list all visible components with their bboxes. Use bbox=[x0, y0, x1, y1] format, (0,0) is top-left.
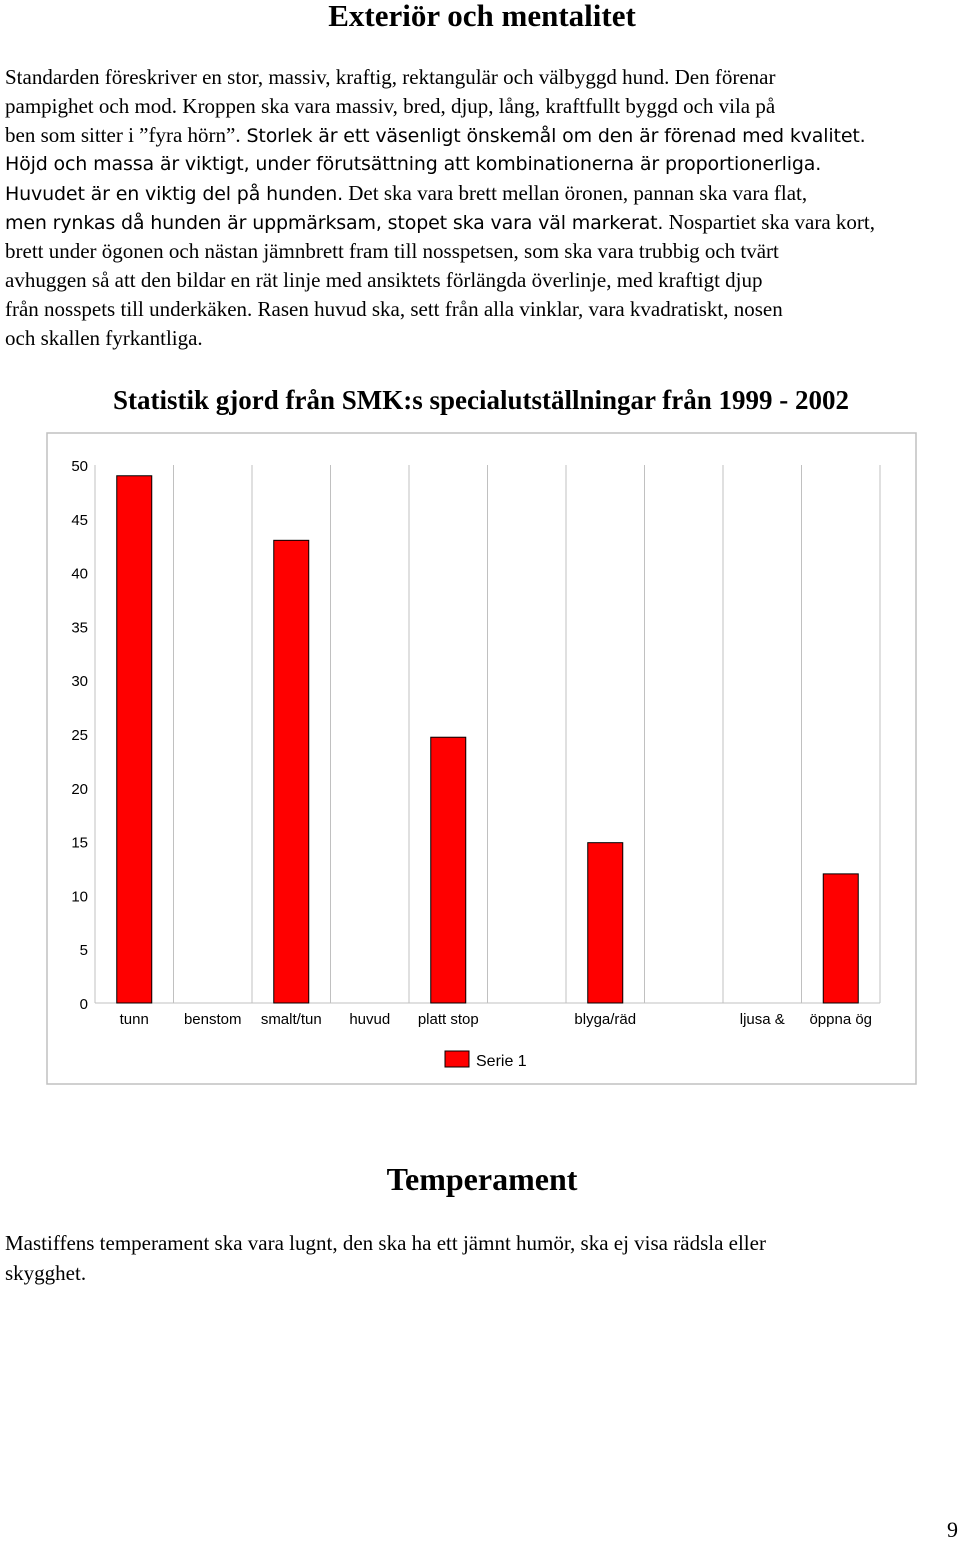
text-line: brett under ögonen och nästan jämnbrett fram till nosspetsen, som ska vara trubbig och tvärt bbox=[5, 239, 779, 263]
y-tick-label: 40 bbox=[71, 565, 88, 583]
x-tick-label: tunn bbox=[119, 1011, 149, 1028]
y-tick-label: 10 bbox=[71, 888, 88, 906]
bar bbox=[588, 843, 623, 1003]
x-tick-label: blyga/räd bbox=[574, 1011, 637, 1028]
text-line: skygghet. bbox=[5, 1261, 87, 1285]
text-segment: Det ska vara brett mellan öronen, pannan ska vara flat, bbox=[343, 181, 808, 205]
y-tick-label: 5 bbox=[79, 942, 88, 960]
text-segment: från nosspets till underkäken. bbox=[5, 297, 253, 321]
x-tick-label: öppna ög bbox=[809, 1011, 873, 1028]
bar bbox=[823, 874, 858, 1003]
y-tick-label: 30 bbox=[71, 673, 88, 691]
text-segment: Rasen huvud ska, sett från alla vinklar, vara kvadratiskt, nosen bbox=[252, 297, 783, 321]
bar bbox=[117, 476, 152, 1003]
heading-exterior: Exteriör och mentalitet bbox=[328, 0, 636, 33]
y-tick-label: 25 bbox=[71, 727, 88, 744]
paragraph-temperament bbox=[5, 1228, 955, 1288]
text-line: Mastiffens temperament ska vara lugnt, den ska ha ett jämnt humör, ska ej visa rädsla eller bbox=[5, 1231, 766, 1255]
text-segment: Huvudet är en viktig del på hunden. bbox=[5, 183, 343, 205]
text-segment: Storlek är ett väsenligt önskemål om den är förenad med kvalitet. bbox=[240, 125, 866, 147]
y-tick-label: 20 bbox=[71, 780, 88, 798]
chart-grid bbox=[95, 465, 880, 1003]
x-tick-label: benstom bbox=[183, 1011, 242, 1028]
text-line: Höjd och massa är viktigt, under förutsättning att kombinationerna är proportionerliga. bbox=[5, 153, 822, 175]
page-number: 9 bbox=[947, 1517, 958, 1542]
text-segment: men rynkas då hunden är uppmärksam, stopet ska vara väl markerat. bbox=[5, 212, 664, 234]
y-axis-ticks bbox=[71, 458, 88, 1013]
y-tick-label: 35 bbox=[71, 619, 88, 637]
x-axis-ticks bbox=[120, 1011, 872, 1028]
text-line: avhuggen så att den bildar en rät linje med ansiktets förlängda överlinje, med kraftigt djup bbox=[5, 268, 763, 292]
bar bbox=[274, 540, 309, 1003]
text-line: pampighet och mod. Kroppen ska vara massiv, bred, djup, lång, kraftfullt byggd och vila på bbox=[5, 94, 776, 118]
y-tick-label: 0 bbox=[79, 996, 88, 1013]
legend-swatch bbox=[445, 1051, 469, 1067]
text-segment: ben som sitter i ”fyra hörn”. bbox=[5, 123, 241, 147]
heading-temperament: Temperament bbox=[386, 1161, 578, 1197]
x-tick-label: platt stop bbox=[417, 1011, 479, 1028]
y-tick-label: 45 bbox=[71, 511, 88, 529]
chart-title: Statistik gjord från SMK:s specialutställningar från 1999 - 2002 bbox=[112, 385, 849, 415]
x-tick-label: ljusa & bbox=[739, 1011, 785, 1028]
y-tick-label: 50 bbox=[71, 458, 88, 475]
chart-legend bbox=[445, 1051, 527, 1070]
text-line: Standarden föreskriver en stor, massiv, kraftig, rektangulär och välbyggd hund. Den förenar bbox=[5, 65, 776, 89]
text-segment: Nospartiet ska vara kort, bbox=[663, 210, 875, 234]
chart-frame bbox=[47, 433, 916, 1084]
legend-label: Serie 1 bbox=[476, 1053, 527, 1070]
bar bbox=[431, 737, 466, 1003]
text-line: och skallen fyrkantliga. bbox=[5, 326, 203, 350]
x-tick-label: huvud bbox=[349, 1011, 391, 1028]
x-tick-label: smalt/tun bbox=[260, 1011, 322, 1028]
y-tick-label: 15 bbox=[71, 834, 88, 852]
